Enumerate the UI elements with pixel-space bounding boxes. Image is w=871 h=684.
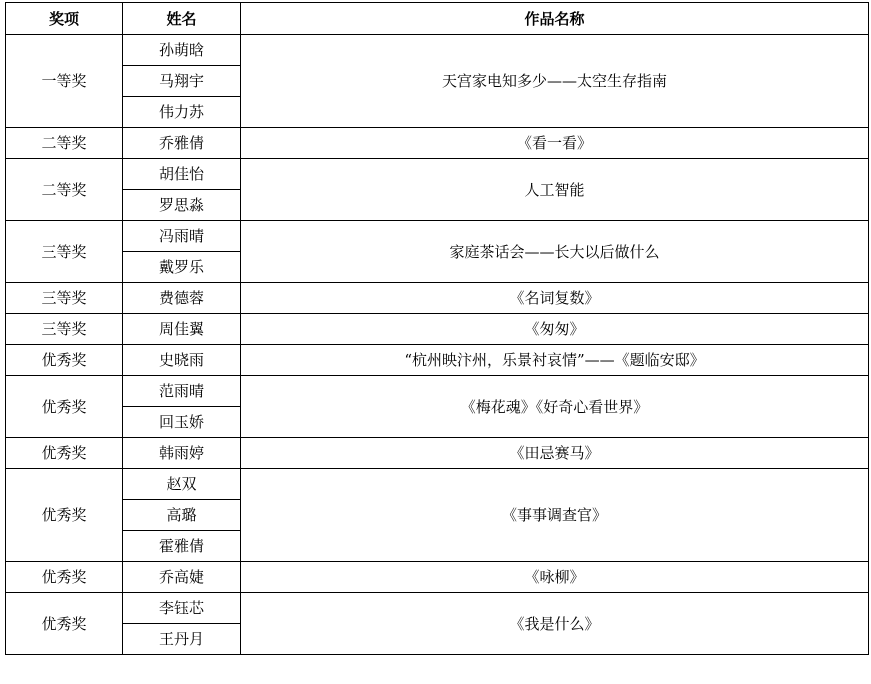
student-name-cell: 孙萌晗	[123, 35, 241, 66]
student-name-cell: 霍雅倩	[123, 531, 241, 562]
award-level-cell: 优秀奖	[6, 376, 123, 438]
student-name-cell: 赵双	[123, 469, 241, 500]
header-row	[6, 3, 869, 35]
work-title-cell: 《田忌赛马》	[241, 438, 869, 469]
table-row	[6, 562, 869, 593]
award-level-cell: 优秀奖	[6, 593, 123, 655]
student-name-cell: 罗思淼	[123, 190, 241, 221]
header-name: 姓名	[123, 3, 241, 35]
student-name-cell: 胡佳怡	[123, 159, 241, 190]
work-title-cell: “杭州映汴州，乐景衬哀情”——《题临安邸》	[241, 345, 869, 376]
student-name-cell: 伟力苏	[123, 97, 241, 128]
student-name-cell: 史晓雨	[123, 345, 241, 376]
table-row	[6, 221, 869, 252]
table-row	[6, 35, 869, 66]
work-title-cell: 《事事调查官》	[241, 469, 869, 562]
work-title-cell: 人工智能	[241, 159, 869, 221]
student-name-cell: 范雨晴	[123, 376, 241, 407]
student-name-cell: 乔高婕	[123, 562, 241, 593]
work-title-cell: 《我是什么》	[241, 593, 869, 655]
student-name-cell: 冯雨晴	[123, 221, 241, 252]
award-level-cell: 优秀奖	[6, 469, 123, 562]
work-title-cell: 天宫家电知多少——太空生存指南	[241, 35, 869, 128]
student-name-cell: 高璐	[123, 500, 241, 531]
student-name-cell: 回玉娇	[123, 407, 241, 438]
table-row	[6, 128, 869, 159]
table-row	[6, 345, 869, 376]
table-row	[6, 593, 869, 624]
student-name-cell: 戴罗乐	[123, 252, 241, 283]
work-title-cell: 《名词复数》	[241, 283, 869, 314]
student-name-cell: 周佳翼	[123, 314, 241, 345]
award-level-cell: 一等奖	[6, 35, 123, 128]
table-row	[6, 283, 869, 314]
award-level-cell: 优秀奖	[6, 438, 123, 469]
header-work: 作品名称	[241, 3, 869, 35]
award-level-cell: 二等奖	[6, 159, 123, 221]
table-row	[6, 469, 869, 500]
award-level-cell: 二等奖	[6, 128, 123, 159]
student-name-cell: 费德蓉	[123, 283, 241, 314]
awards-table	[5, 2, 869, 655]
student-name-cell: 李钰芯	[123, 593, 241, 624]
award-level-cell: 三等奖	[6, 314, 123, 345]
awards-table-body	[6, 35, 869, 655]
award-level-cell: 优秀奖	[6, 345, 123, 376]
work-title-cell: 家庭茶话会——长大以后做什么	[241, 221, 869, 283]
student-name-cell: 王丹月	[123, 624, 241, 655]
student-name-cell: 乔雅倩	[123, 128, 241, 159]
student-name-cell: 马翔宇	[123, 66, 241, 97]
student-name-cell: 韩雨婷	[123, 438, 241, 469]
award-level-cell: 优秀奖	[6, 562, 123, 593]
table-row	[6, 376, 869, 407]
table-row	[6, 438, 869, 469]
work-title-cell: 《看一看》	[241, 128, 869, 159]
work-title-cell: 《咏柳》	[241, 562, 869, 593]
table-row	[6, 159, 869, 190]
table-row	[6, 314, 869, 345]
award-level-cell: 三等奖	[6, 283, 123, 314]
award-level-cell: 三等奖	[6, 221, 123, 283]
work-title-cell: 《梅花魂》《好奇心看世界》	[241, 376, 869, 438]
work-title-cell: 《匆匆》	[241, 314, 869, 345]
header-award: 奖项	[6, 3, 123, 35]
